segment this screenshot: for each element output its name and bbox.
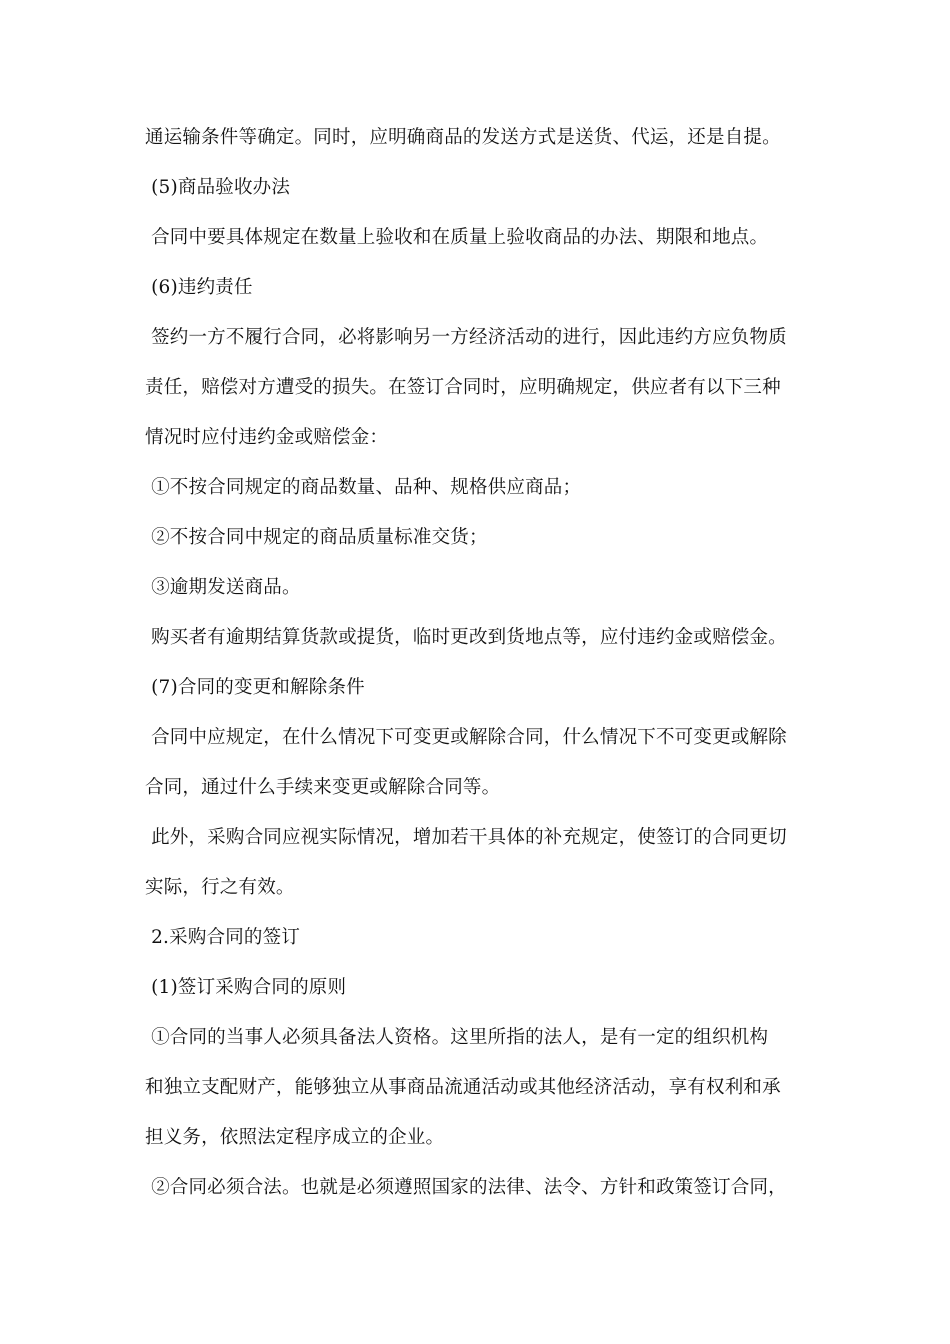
- text-line: 担义务，依照法定程序成立的企业。: [145, 1127, 445, 1148]
- text-line: 签约一方不履行合同，必将影响另一方经济活动的进行，因此违约方应负物质: [145, 327, 787, 348]
- section-heading: (6)违约责任: [145, 277, 253, 298]
- text-line: 和独立支配财产，能够独立从事商品流通活动或其他经济活动，享有权利和承: [145, 1077, 781, 1098]
- list-item: ①不按合同规定的商品数量、品种、规格供应商品；: [145, 477, 582, 498]
- list-item: ①合同的当事人必须具备法人资格。这里所指的法人，是有一定的组织机构: [145, 1027, 769, 1048]
- text-line: 购买者有逾期结算货款或提货，临时更改到货地点等，应付违约金或赔偿金。: [145, 627, 787, 648]
- text-line: 情况时应付违约金或赔偿金：: [145, 427, 389, 448]
- section-heading: (1)签订采购合同的原则: [145, 977, 347, 998]
- text-line: 合同中要具体规定在数量上验收和在质量上验收商品的办法、期限和地点。: [145, 227, 769, 248]
- text-line: 责任，赔偿对方遭受的损失。在签订合同时，应明确规定，供应者有以下三种: [145, 377, 781, 398]
- text-line: 实际，行之有效。: [145, 877, 295, 898]
- text-line: 合同中应规定，在什么情况下可变更或解除合同，什么情况下不可变更或解除: [145, 727, 787, 748]
- section-heading: (7)合同的变更和解除条件: [145, 677, 365, 698]
- text-line: 通运输条件等确定。同时，应明确商品的发送方式是送货、代运，还是自提。: [145, 127, 781, 148]
- text-line: 合同，通过什么手续来变更或解除合同等。: [145, 777, 501, 798]
- section-heading: (5)商品验收办法: [145, 177, 291, 198]
- list-item: ②合同必须合法。也就是必须遵照国家的法律、法令、方针和政策签订合同，: [145, 1177, 787, 1198]
- list-item: ③逾期发送商品。: [145, 577, 301, 598]
- text-line: 此外，采购合同应视实际情况，增加若干具体的补充规定，使签订的合同更切: [145, 827, 787, 848]
- section-heading: 2.采购合同的签订: [145, 927, 301, 948]
- list-item: ②不按合同中规定的商品质量标准交货；: [145, 527, 488, 548]
